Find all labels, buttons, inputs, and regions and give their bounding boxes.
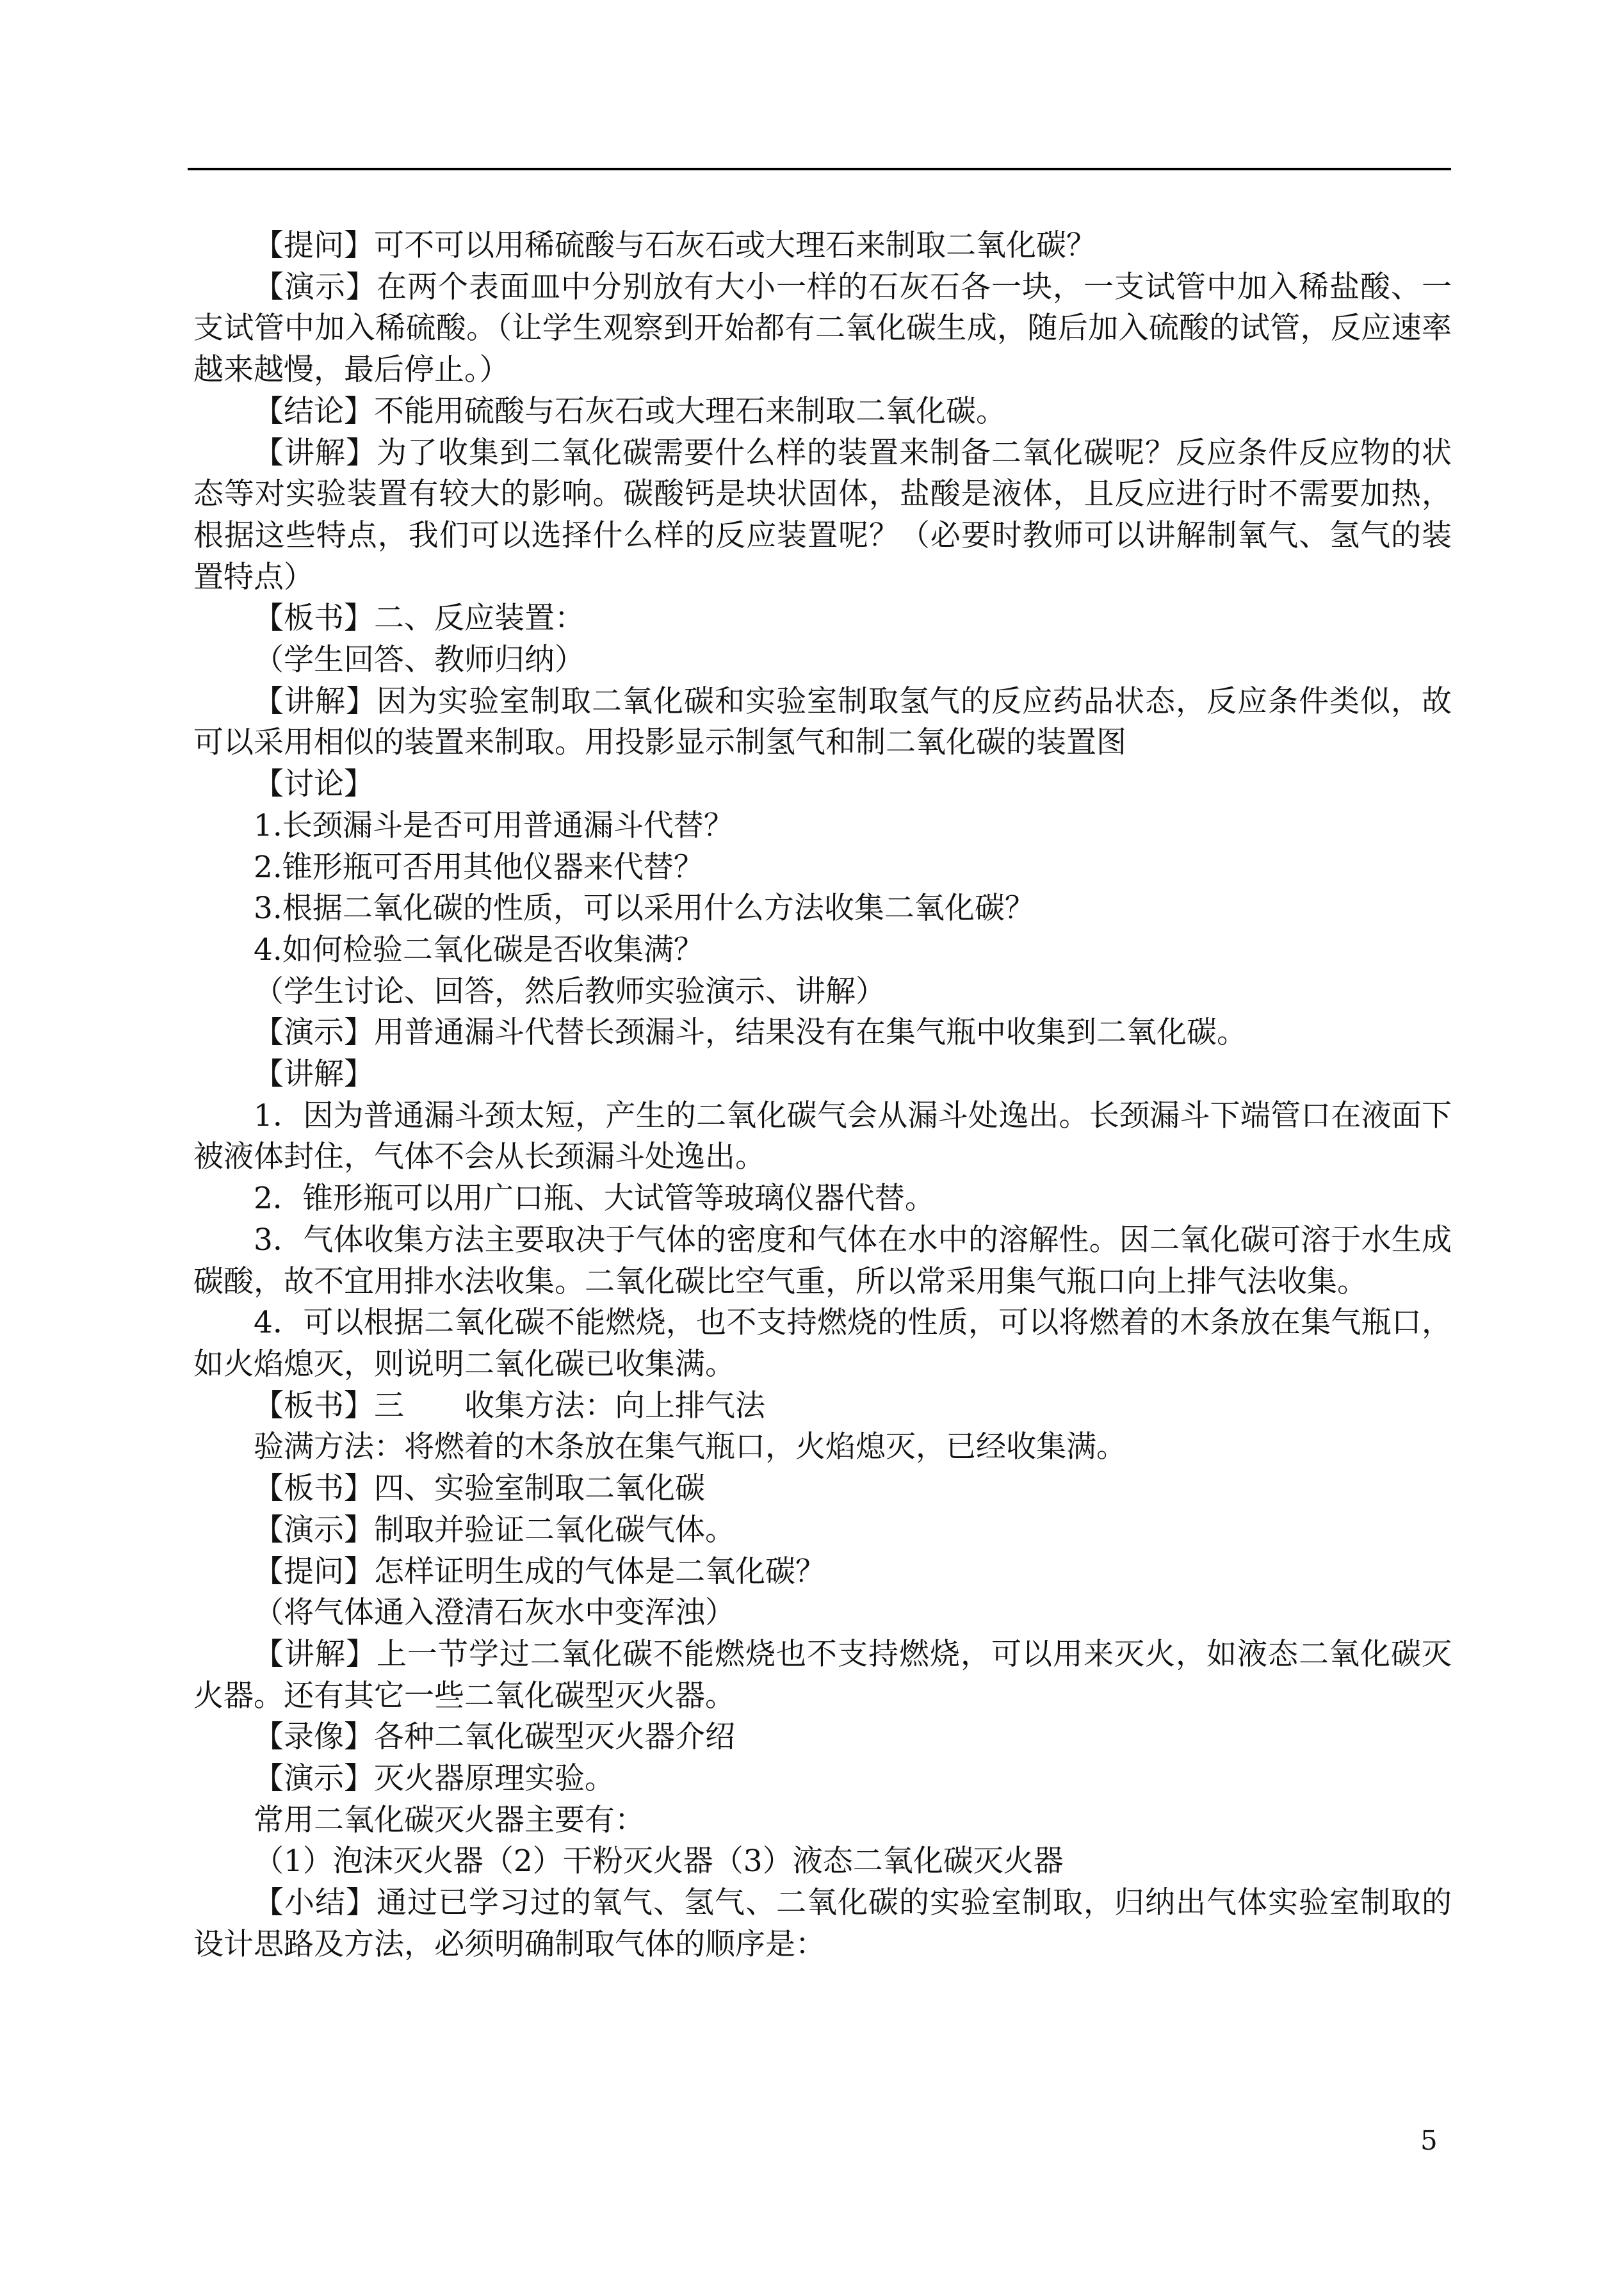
header-rule — [188, 168, 1451, 170]
paragraph: 验满方法：将燃着的木条放在集气瓶口，火焰熄灭，已经收集满。 — [254, 1429, 1126, 1465]
paragraph: 【提问】怎样证明生成的气体是二氧化碳？ — [254, 1553, 825, 1589]
paragraph: 【录像】各种二氧化碳型灭火器介绍 — [254, 1719, 735, 1755]
paragraph: （1）泡沫灭火器（2）干粉灭火器（3）液态二氧化碳灭火器 — [254, 1844, 1064, 1879]
paragraph: 【演示】用普通漏斗代替长颈漏斗，结果没有在集气瓶中收集到二氧化碳。 — [254, 1015, 1247, 1051]
paragraph: 【讲解】上一节学过二氧化碳不能燃烧也不支持燃烧，可以用来灭火，如液态二氧化碳灭火器。还有其它一些二氧化碳型灭火器。 — [193, 1636, 1452, 1714]
paragraph: 【演示】制取并验证二氧化碳气体。 — [254, 1512, 735, 1548]
paragraph: （将气体通入澄清石灰水中变浑浊） — [254, 1595, 735, 1631]
document-body — [193, 225, 1452, 1966]
paragraph: 4.如何检验二氧化碳是否收集满？ — [254, 932, 704, 968]
paragraph: 【结论】不能用硫酸与石灰石或大理石来制取二氧化碳。 — [254, 393, 1006, 429]
paragraph: 【板书】四、实验室制取二氧化碳 — [254, 1471, 705, 1507]
paragraph: 3.根据二氧化碳的性质，可以采用什么方法收集二氧化碳？ — [254, 891, 1035, 927]
paragraph: 【板书】二、反应装置： — [254, 601, 585, 637]
page-number: 5 — [1420, 2125, 1438, 2156]
paragraph: 【提问】可不可以用稀硫酸与石灰石或大理石来制取二氧化碳？ — [254, 228, 1096, 263]
paragraph: 常用二氧化碳灭火器主要有： — [254, 1802, 645, 1838]
paragraph: 2．锥形瓶可以用广口瓶、大试管等玻璃仪器代替。 — [254, 1181, 935, 1217]
paragraph: 4．可以根据二氧化碳不能燃烧，也不支持燃烧的性质，可以将燃着的木条放在集气瓶口，如火焰熄灭，则说明二氧化碳已收集满。 — [193, 1305, 1452, 1382]
paragraph: 【讲解】为了收集到二氧化碳需要什么样的装置来制备二氧化碳呢？反应条件反应物的状态等对实验装置有较大的影响。碳酸钙是块状固体，盐酸是液体，且反应进行时不需要加热，根据这些特点，我们可以选择什么样的反应装置呢？（必要时教师可以讲解制氧气、氢气的装置特点） — [193, 435, 1452, 595]
paragraph: 1.长颈漏斗是否可用普通漏斗代替？ — [254, 807, 734, 843]
paragraph: 3．气体收集方法主要取决于气体的密度和气体在水中的溶解性。因二氧化碳可溶于水生成碳酸，故不宜用排水法收集。二氧化碳比空气重，所以常采用集气瓶口向上排气法收集。 — [193, 1222, 1452, 1299]
paragraph: 【讲解】因为实验室制取二氧化碳和实验室制取氢气的反应药品状态，反应条件类似，故可以采用相似的装置来制取。用投影显示制氢气和制二氧化碳的装置图 — [193, 683, 1452, 761]
paragraph: 2.锥形瓶可否用其他仪器来代替？ — [254, 849, 704, 885]
paragraph: 【小结】通过已学习过的氧气、氢气、二氧化碳的实验室制取，归纳出气体实验室制取的设计思路及方法，必须明确制取气体的顺序是： — [193, 1885, 1452, 1962]
paragraph: 【板书】三 收集方法：向上排气法 — [254, 1388, 765, 1423]
paragraph: 【讲解】 — [254, 1057, 374, 1092]
paragraph: （学生回答、教师归纳） — [254, 642, 585, 678]
paragraph: 【演示】灭火器原理实验。 — [254, 1761, 615, 1797]
paragraph: 【演示】在两个表面皿中分别放有大小一样的石灰石各一块，一支试管中加入稀盐酸、一支试管中加入稀硫酸。（让学生观察到开始都有二氧化碳生成，随后加入硫酸的试管，反应速率越来越慢，最后停止。） — [193, 269, 1452, 388]
paragraph: （学生讨论、回答，然后教师实验演示、讲解） — [254, 973, 886, 1009]
paragraph: 1．因为普通漏斗颈太短，产生的二氧化碳气会从漏斗处逸出。长颈漏斗下端管口在液面下被液体封住，气体不会从长颈漏斗处逸出。 — [193, 1098, 1452, 1175]
paragraph: 【讨论】 — [254, 766, 374, 802]
